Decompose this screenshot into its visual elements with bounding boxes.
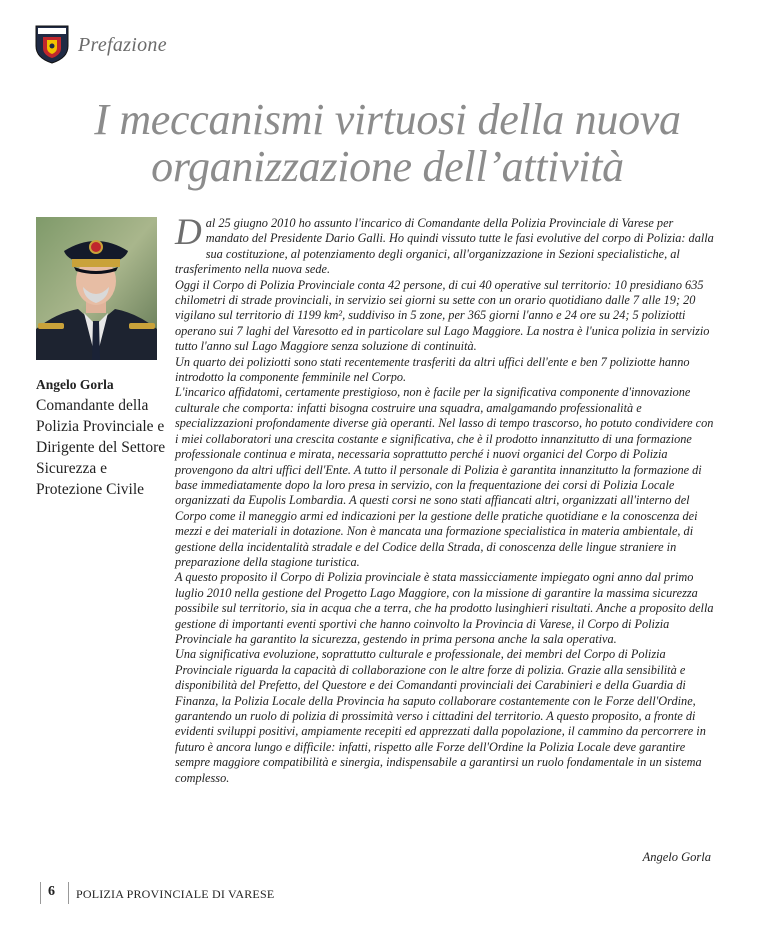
section-title: Prefazione (78, 34, 167, 56)
article-title (20, 96, 755, 190)
article-paragraph: L'incarico affidatomi, certamente prestigioso, non è facile per la significativa componente d'innovazione culturale che comporta: infatti bisogna costruire una squadra, amalgamando professionalità e specializzazioni profondamente diverse già operanti. Nel lasso di tempo trascorso, ho potuto condividere con i miei collaboratori una crescita costante e significativa, che è il prodotto innanzitutto di una formazione professionale continua e mirata, necessaria soprattutto perché i nuovi organici del Corpo di Polizia provengono da altri uffici dell'Ente. A tutto il personale di Polizia è garantita innanzitutto la formazione di base immediatamente dopo la loro presa in servizio, con la frequentazione dei corsi di Polizia Locale organizzati da Eupolis Lombardia. A questi corsi ne sono stati affiancati altri, organizzati all'interno del Corpo come il maneggio armi ed indicazioni per la gestione delle pratiche quotidiane e la conoscenza dei mezzi e dei materiali in dotazione. Non è mancata una formazione specialistica in materia ambientale, di gestione della incidentalità stradale e del Codice della Strada, di conoscenza delle lingue straniere in preparazione della stagione turistica. (175, 385, 714, 569)
footer-divider (68, 882, 69, 904)
article-paragraph: Dal 25 giugno 2010 ho assunto l'incarico di Comandante della Polizia Provinciale di Varese per mandato del Presidente Dario Galli. Ho quindi vissuto tutte le fasi evolutive del corpo di Polizia: dalla sua costituzione, al potenziamento degli organici, all'organizzazione in Sezioni specialistiche, al trasferimento nella nuova sede. (175, 212, 714, 277)
article-paragraph: Una significativa evoluzione, soprattutto culturale e professionale, dei membri del Corpo di Polizia Provinciale riguarda la capacità di collaborazione con le altre forze di polizia. Grazie alla sensibilità e disponibilità del Prefetto, del Questore e dei Comandanti provinciali dei Carabinieri e della Guardia di Finanza, la Polizia Locale della Provincia ha saputo collaborare costantemente con le Forze dell'Ordine, garantendo un ruolo di polizia di prossimità verso i cittadini del territorio. A questo proposito, a fronte di evidenti sviluppi positivi, ampiamente recepiti ed apprezzati dalla popolazione, il cammino da percorrere in futuro è ancora lungo e difficile: infatti, rispetto alle Forze dell'Ordine la Polizia Locale deve garantire sempre maggiore compatibilità e sinergia, indispensabile a garantirsi un ruolo fondamentale in un sistema complesso. (175, 647, 706, 785)
page-number: 6 (48, 884, 55, 899)
article-paragraph: A questo proposito il Corpo di Polizia provinciale è stata massicciamente impiegato ogni anno dal primo luglio 2010 nella gestione del Progetto Lago Maggiore, con la missione di garantire la massima sicurezza possibile sul territorio, sia in acqua che a terra, che ha prodotto lusinghieri risultati. Anche a proposito della gestione di importanti eventi sportivi che hanno coinvolto la Provincia di Varese, il Corpo di Polizia Provinciale ha garantito la sicurezza, gestendo in prima persona anche la sala operativa. (175, 570, 714, 646)
police-crest-logo (34, 24, 70, 64)
author-portrait (36, 217, 157, 360)
article-body (175, 212, 715, 786)
article-title-line-2: organizzazione dell’attività (151, 142, 624, 191)
article-paragraph: Oggi il Corpo di Polizia Provinciale conta 42 persone, di cui 40 operative sul territorio: 10 presidiano 635 chilometri di strade provinciali, in servizio sei giorni su sette con un orario quotidiano dalle 7 alle 19; 20 vigilano sul territorio di 1199 km², suddiviso in 5 zone, per 365 giorni l'anno e 24 ore su 24; 5 poliziotti operano sui 7 laghi del Varesotto ed in particolare sul Lago Maggiore. La nostra è l'unica polizia in servizio tutto l'anno sul Lago Maggiore senza soluzione di continuità. (175, 277, 710, 354)
article-signature: Angelo Gorla (642, 850, 711, 864)
publication-name: POLIZIA PROVINCIALE DI VARESE (76, 887, 275, 901)
article-title-line-1: I meccanismi virtuosi della nuova (94, 95, 681, 144)
footer-divider (40, 882, 41, 904)
author-role: Comandante della Polizia Provinciale e Dirigente del Settore Sicurezza e Protezione Civile (36, 397, 166, 498)
article-paragraph: Un quarto dei poliziotti sono stati recentemente trasferiti da altri uffici dell'ente e ben 7 poliziotte hanno introdotto la componente femminile nel Corpo. (175, 354, 690, 385)
author-name: Angelo Gorla (36, 377, 114, 392)
drop-cap: D (175, 212, 202, 253)
author-caption (36, 374, 166, 500)
